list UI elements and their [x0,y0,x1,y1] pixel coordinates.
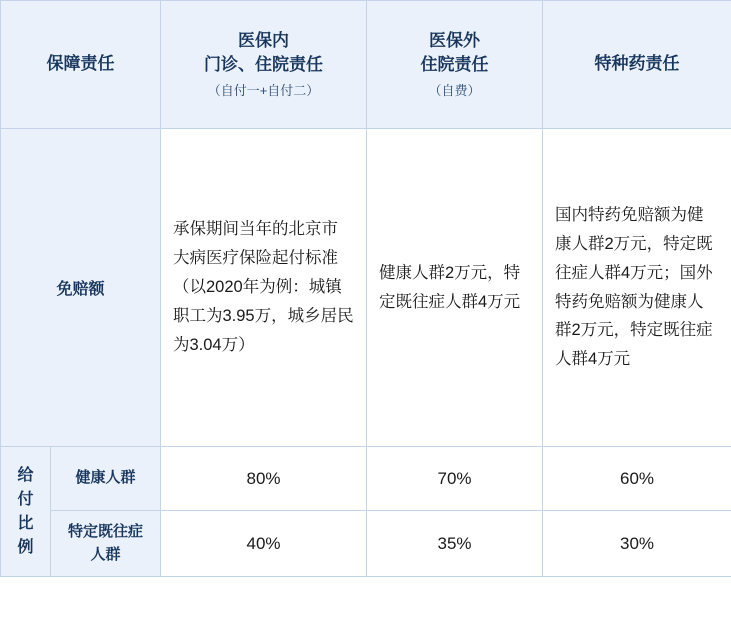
header-outside-insurance [367,1,543,129]
header-liability [1,1,161,129]
deductible-special-value: 国内特药免赔额为健康人群2万元，特定既往症人群4万元；国外特药免赔额为健康人群2万元，特定既往症人群4万元 [543,129,731,447]
table-row-preexisting [1,511,731,577]
deductible-inside-value: 承保期间当年的北京市大病医疗保险起付标准（以2020年为例：城镇职工为3.95万，城乡居民为3.04万） [161,129,367,447]
header-inside-line1: 医保内 [238,30,289,50]
header-outside-line1: 医保外 [429,30,480,50]
healthy-special-value: 60% [543,447,731,511]
healthy-inside-value: 80% [161,447,367,511]
header-inside-line2: 门诊、住院责任 [204,55,323,75]
table-row-healthy [1,447,731,511]
table-row-deductible [1,129,731,447]
header-outside-line2: 住院责任 [420,55,489,75]
deductible-outside-value: 健康人群2万元，特定既往症人群4万元 [367,129,543,447]
header-inside-insurance [161,1,367,129]
row-label-deductible: 免赔额 [1,129,161,447]
healthy-outside-value: 70% [367,447,543,511]
table-header-row [1,1,731,129]
header-special-line1: 特种药责任 [594,54,680,74]
preexisting-inside-value: 40% [161,511,367,577]
row-label-payout-ratio: 给付比例 [1,447,51,577]
row-label-healthy: 健康人群 [51,447,161,511]
preexisting-outside-value: 35% [367,511,543,577]
header-special-drug [543,1,731,129]
header-liability-label: 保障责任 [46,54,115,74]
preexisting-special-value: 30% [543,511,731,577]
header-inside-subtext: （自付一+自付二） [207,83,320,99]
header-outside-subtext: （自费） [428,83,481,99]
row-label-preexisting: 特定既往症人群 [51,511,161,577]
